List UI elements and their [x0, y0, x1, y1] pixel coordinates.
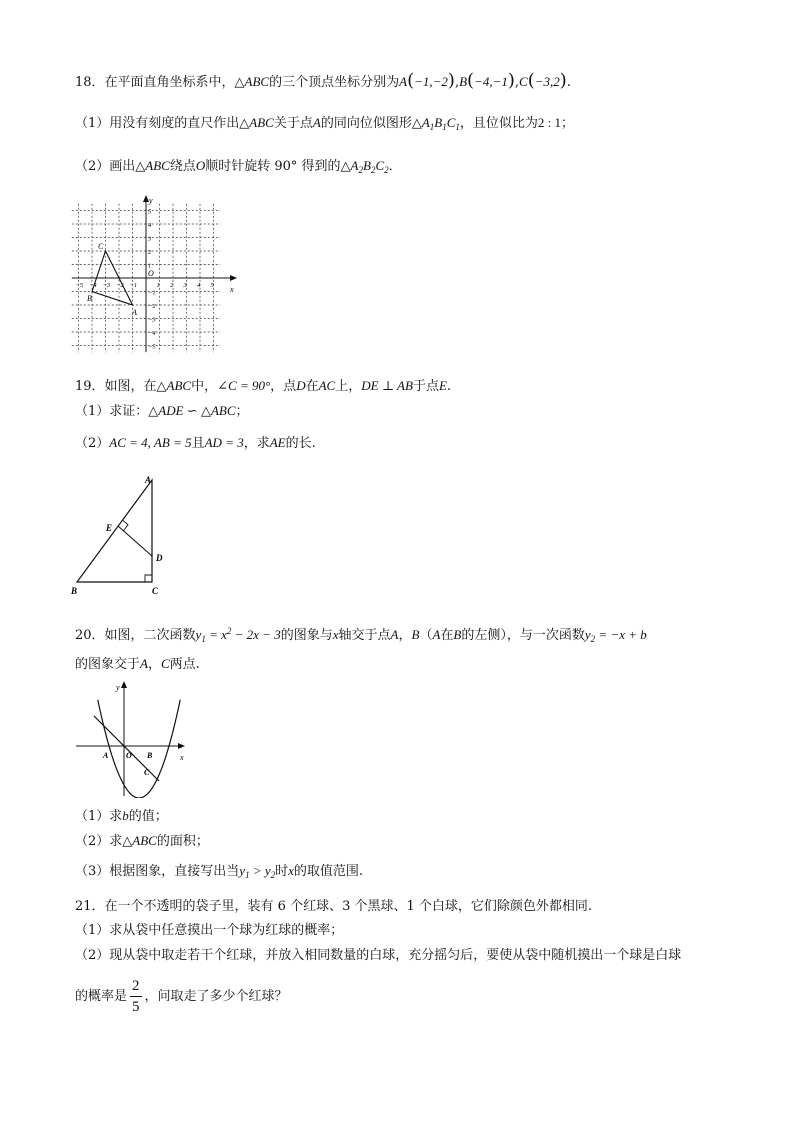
y-axis-label: y — [149, 196, 153, 205]
y-tick-label: −1 — [148, 289, 156, 297]
parabola-y1 — [98, 700, 180, 798]
y-tick-label: −4 — [148, 330, 156, 337]
x-tick-label: 5 — [210, 282, 214, 289]
label-a: A — [145, 475, 152, 485]
y-tick-label: 2 — [148, 249, 152, 256]
x-tick-label: −5 — [75, 282, 84, 289]
label-c: C — [152, 586, 159, 596]
q19-part1: （1）求证：△ADE ∽ △ABC； — [75, 403, 249, 419]
y-tick-label: 3 — [148, 235, 152, 243]
x-tick-label: 3 — [183, 282, 187, 289]
y-axis-arrow — [121, 681, 127, 688]
right-angle-e — [123, 520, 129, 531]
x-axis-arrow — [178, 743, 185, 749]
x-tick-label: −4 — [89, 282, 97, 289]
y-tick-label: 1 — [148, 262, 152, 270]
q21-part1: （1）求从袋中任意摸出一个球为红球的概率； — [75, 923, 344, 938]
q21-part3: 的概率是 $\frac{2}{5}$ ，问取走了多少个红球？ — [75, 978, 288, 1015]
q20-part1: （1）求b的值； — [75, 808, 168, 824]
x-tick-label: 1 — [156, 282, 160, 289]
y-tick-label: −5 — [148, 343, 156, 351]
origin-label: O — [148, 269, 154, 278]
y-tick-label: 5 — [148, 208, 152, 216]
q18-coordinate-grid — [70, 195, 245, 360]
q18-part2: （2）画出△ABC绕点O顺时针旋转 90° 得到的$\triangle A_2B_2C_2$． — [75, 158, 402, 175]
q20-function-graph — [72, 678, 197, 798]
x-tick-label: −2 — [116, 282, 124, 289]
segment-de — [118, 526, 152, 556]
x-tick-label: −3 — [102, 282, 111, 289]
point-a-label: A — [132, 308, 137, 317]
y-tick-label: −2 — [148, 303, 156, 310]
triangle-abc — [77, 480, 152, 582]
label-o: O — [126, 751, 132, 760]
right-angle-c — [145, 575, 152, 582]
y-tick-label: 4 — [148, 222, 152, 229]
q18-part1: （1）用没有刻度的直尺作出△ABC关于点A的同向位似图形$\triangle A_1B_1C_1$，且位似比为2 : 1； — [75, 115, 575, 132]
q19-stem: 19．如图，在△ABC中，∠C = 90°，点D在AC上，DE ⊥ AB于点E. — [75, 378, 452, 394]
x-tick-label: 2 — [170, 282, 174, 289]
label-b: B — [147, 751, 153, 760]
x-axis-arrow — [230, 275, 237, 281]
q18-stem: 18．在平面直角坐标系中，△ABC的三个顶点坐标分别为A(−1,−2),B(−4,−1),C(−3,2). — [75, 70, 571, 91]
q19-part2: （2）AC = 4, AB = 5且AD = 3，求AE的长. — [75, 435, 316, 451]
fraction: $\frac{2}{5}$ — [132, 978, 140, 1015]
label-b: B — [71, 586, 78, 596]
label-e: E — [106, 523, 113, 533]
point-b-label: B — [87, 294, 92, 303]
q21-part2: （2）现从袋中取走若干个红球，并放入相同数量的白球，充分摇匀后，要使从袋中随机摸出一个球是白球 — [75, 948, 682, 963]
q21-stem: 21．在一个不透明的袋子里，装有 6 个红球、3 个黑球、1 个白球，它们除颜色外都相同. — [75, 899, 593, 914]
q20-part3: （3）根据图象，直接写出当$y_1 > y_2$时x的取值范围. — [75, 863, 364, 880]
y-tick-label: −3 — [148, 316, 156, 324]
x-tick-label: 4 — [197, 282, 201, 289]
x-tick-label: −1 — [129, 282, 138, 289]
label-c: C — [144, 768, 150, 777]
x-axis-label: x — [230, 285, 234, 294]
q19-triangle-figure — [65, 470, 170, 600]
label-y: y — [116, 683, 120, 692]
label-a: A — [103, 751, 109, 760]
label-d: D — [156, 553, 163, 563]
q20-part2: （2）求△ABC的面积； — [75, 833, 209, 849]
label-x: x — [180, 753, 184, 762]
q20-stem-line1: 20．如图，二次函数$y_1 = x^2 - 2x - 3$的图象与x轴交于点A，B（A在B的左侧），与一次函数$y_2 = -x + b$ — [75, 626, 647, 644]
q20-stem-line2: 的图象交于A，C两点. — [75, 656, 200, 672]
point-c-label: C — [98, 242, 104, 251]
